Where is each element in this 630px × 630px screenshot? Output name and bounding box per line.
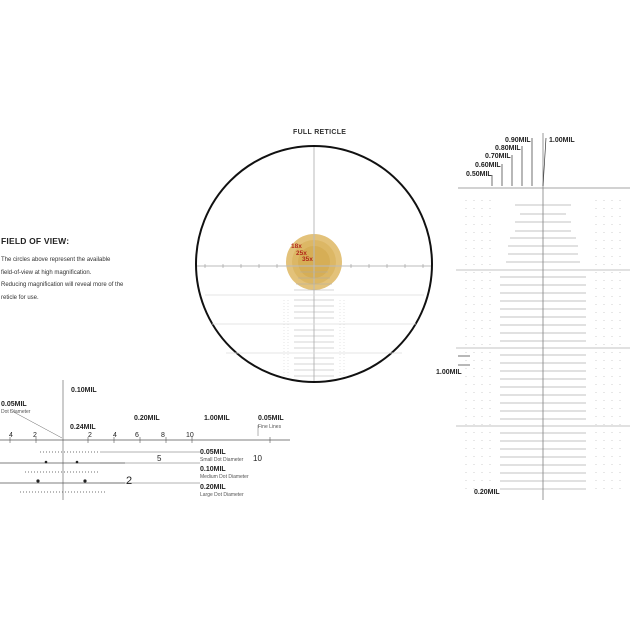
large-dot-sub: Large Dot Diameter <box>200 492 244 498</box>
side-label-100mil: 1.00MIL <box>436 369 462 376</box>
label-100mil: 1.00MIL <box>549 137 575 144</box>
label-080mil: 0.80MIL <box>495 145 521 152</box>
label-020mil: 0.20MIL <box>134 415 160 422</box>
label-010mil: 0.10MIL <box>71 387 97 394</box>
medium-dot-label: 0.10MIL <box>200 466 226 473</box>
scale-num: 2 <box>88 432 92 439</box>
row-number-10: 10 <box>253 454 262 463</box>
fine-label: 0.05MIL <box>258 415 284 422</box>
mag-label-25x: 25x <box>296 250 307 257</box>
label-024mil: 0.24MIL <box>70 424 96 431</box>
fov-description <box>1 254 201 304</box>
label-070mil: 0.70MIL <box>485 153 511 160</box>
fov-line: reticle for use. <box>1 294 39 301</box>
label-100mil-left: 1.00MIL <box>204 415 230 422</box>
dot-label: 0.05MIL <box>1 401 27 408</box>
bottom-label-020mil: 0.20MIL <box>474 489 500 496</box>
fov-heading: FIELD OF VIEW: <box>1 236 70 246</box>
full-reticle-title: FULL RETICLE <box>293 129 347 136</box>
scale-num: 8 <box>161 432 165 439</box>
small-dot-label: 0.05MIL <box>200 449 226 456</box>
scale-num: 4 <box>113 432 117 439</box>
scale-num: 2 <box>33 432 37 439</box>
dot-sub: Dot Diameter <box>1 409 31 415</box>
mag-label-18x: 18x <box>291 243 302 250</box>
label-060mil: 0.60MIL <box>475 162 501 169</box>
label-050mil: 0.50MIL <box>466 171 492 178</box>
fov-line: The circles above represent the available <box>1 257 111 263</box>
large-dot-label: 0.20MIL <box>200 484 226 491</box>
scale-num: 4 <box>9 432 13 439</box>
row-number-5: 5 <box>157 454 162 463</box>
fine-sub: Fine Lines <box>258 424 282 430</box>
row-number-2: 2 <box>126 475 133 487</box>
small-dot-sub: Small Dot Diameter <box>200 457 244 463</box>
mag-label-35x: 35x <box>302 256 313 263</box>
scale-num: 10 <box>186 432 194 439</box>
medium-dot-sub: Medium Dot Diameter <box>200 474 249 480</box>
fov-line: Reducing magnification will reveal more of the <box>1 282 124 288</box>
scale-num: 6 <box>135 432 139 439</box>
label-090mil: 0.90MIL <box>505 137 531 144</box>
fov-line: field-of-view at high magnification. <box>1 269 92 276</box>
